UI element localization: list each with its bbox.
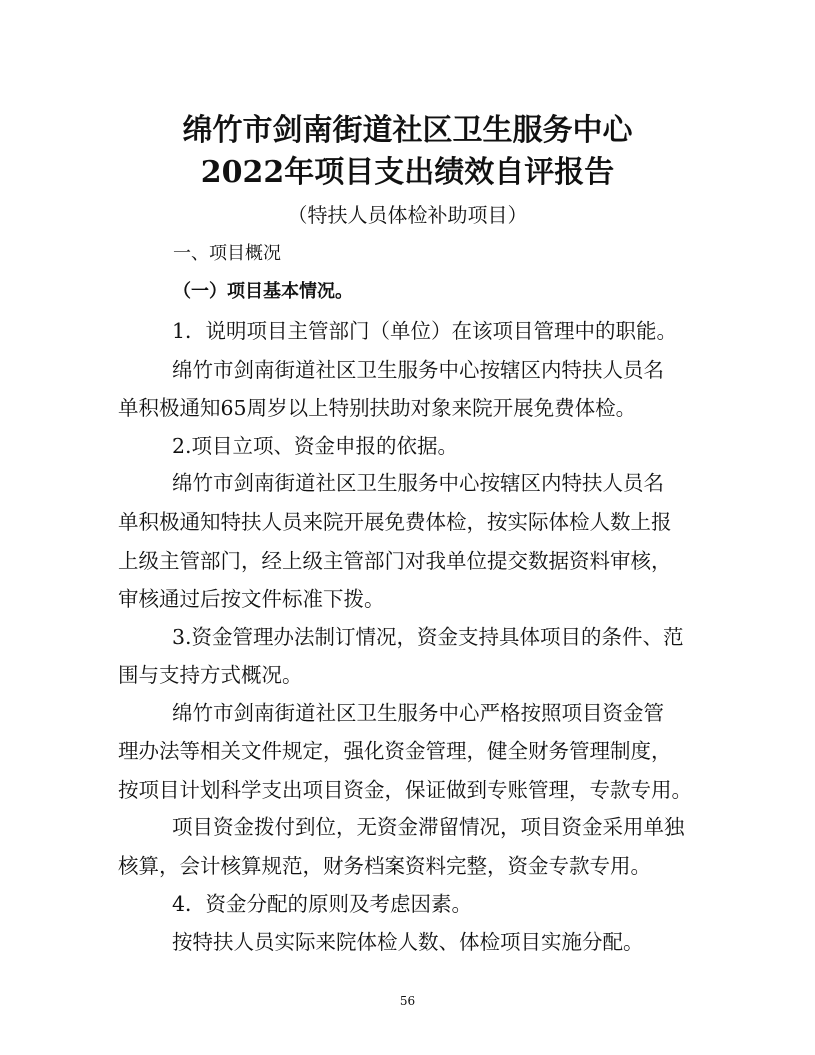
- report-title-line-1: 绵竹市剑南街道社区卫生服务中心: [182, 113, 633, 148]
- report-title-line-2: 2022年项目支出绩效自评报告: [200, 155, 615, 190]
- body-line: 单积极通知特扶人员来院开展免费体检，按实际体检人数上报: [118, 510, 672, 534]
- body-line: 围与支持方式概况。: [118, 663, 303, 687]
- body-line: 项目资金拨付到位，无资金滞留情况，项目资金采用单独: [172, 815, 685, 839]
- body-line: 1．说明项目主管部门（单位）在该项目管理中的职能。: [172, 319, 678, 343]
- body-line: 上级主管部门，经上级主管部门对我单位提交数据资料审核，: [118, 549, 672, 573]
- body-line: 审核通过后按文件标准下拨。: [118, 587, 385, 611]
- body-line: 核算，会计核算规范，财务档案资料完整，资金专款专用。: [118, 854, 651, 878]
- body-line: 绵竹市剑南街道社区卫生服务中心按辖区内特扶人员名: [172, 358, 664, 382]
- section-heading: 一、项目概况: [173, 243, 281, 264]
- body-line: 按特扶人员实际来院体检人数、体检项目实施分配。: [172, 930, 644, 954]
- body-line: 3.资金管理办法制订情况，资金支持具体项目的条件、范: [172, 625, 684, 649]
- body-line: 按项目计划科学支出项目资金，保证做到专账管理，专款专用。: [118, 778, 692, 802]
- page-number: 56: [399, 994, 416, 1008]
- body-line: 4．资金分配的原则及考虑因素。: [172, 892, 473, 916]
- report-subtitle: （特扶人员体检补助项目）: [287, 203, 528, 227]
- body-line: 单积极通知65周岁以上特别扶助对象来院开展免费体检。: [118, 396, 637, 420]
- body-line: 理办法等相关文件规定，强化资金管理，健全财务管理制度，: [118, 739, 672, 763]
- subsection-heading: （一）项目基本情况。: [173, 281, 353, 302]
- body-line: 绵竹市剑南街道社区卫生服务中心严格按照项目资金管: [172, 701, 664, 725]
- body-line: 绵竹市剑南街道社区卫生服务中心按辖区内特扶人员名: [172, 471, 664, 495]
- body-line: 2.项目立项、资金申报的依据。: [172, 434, 459, 458]
